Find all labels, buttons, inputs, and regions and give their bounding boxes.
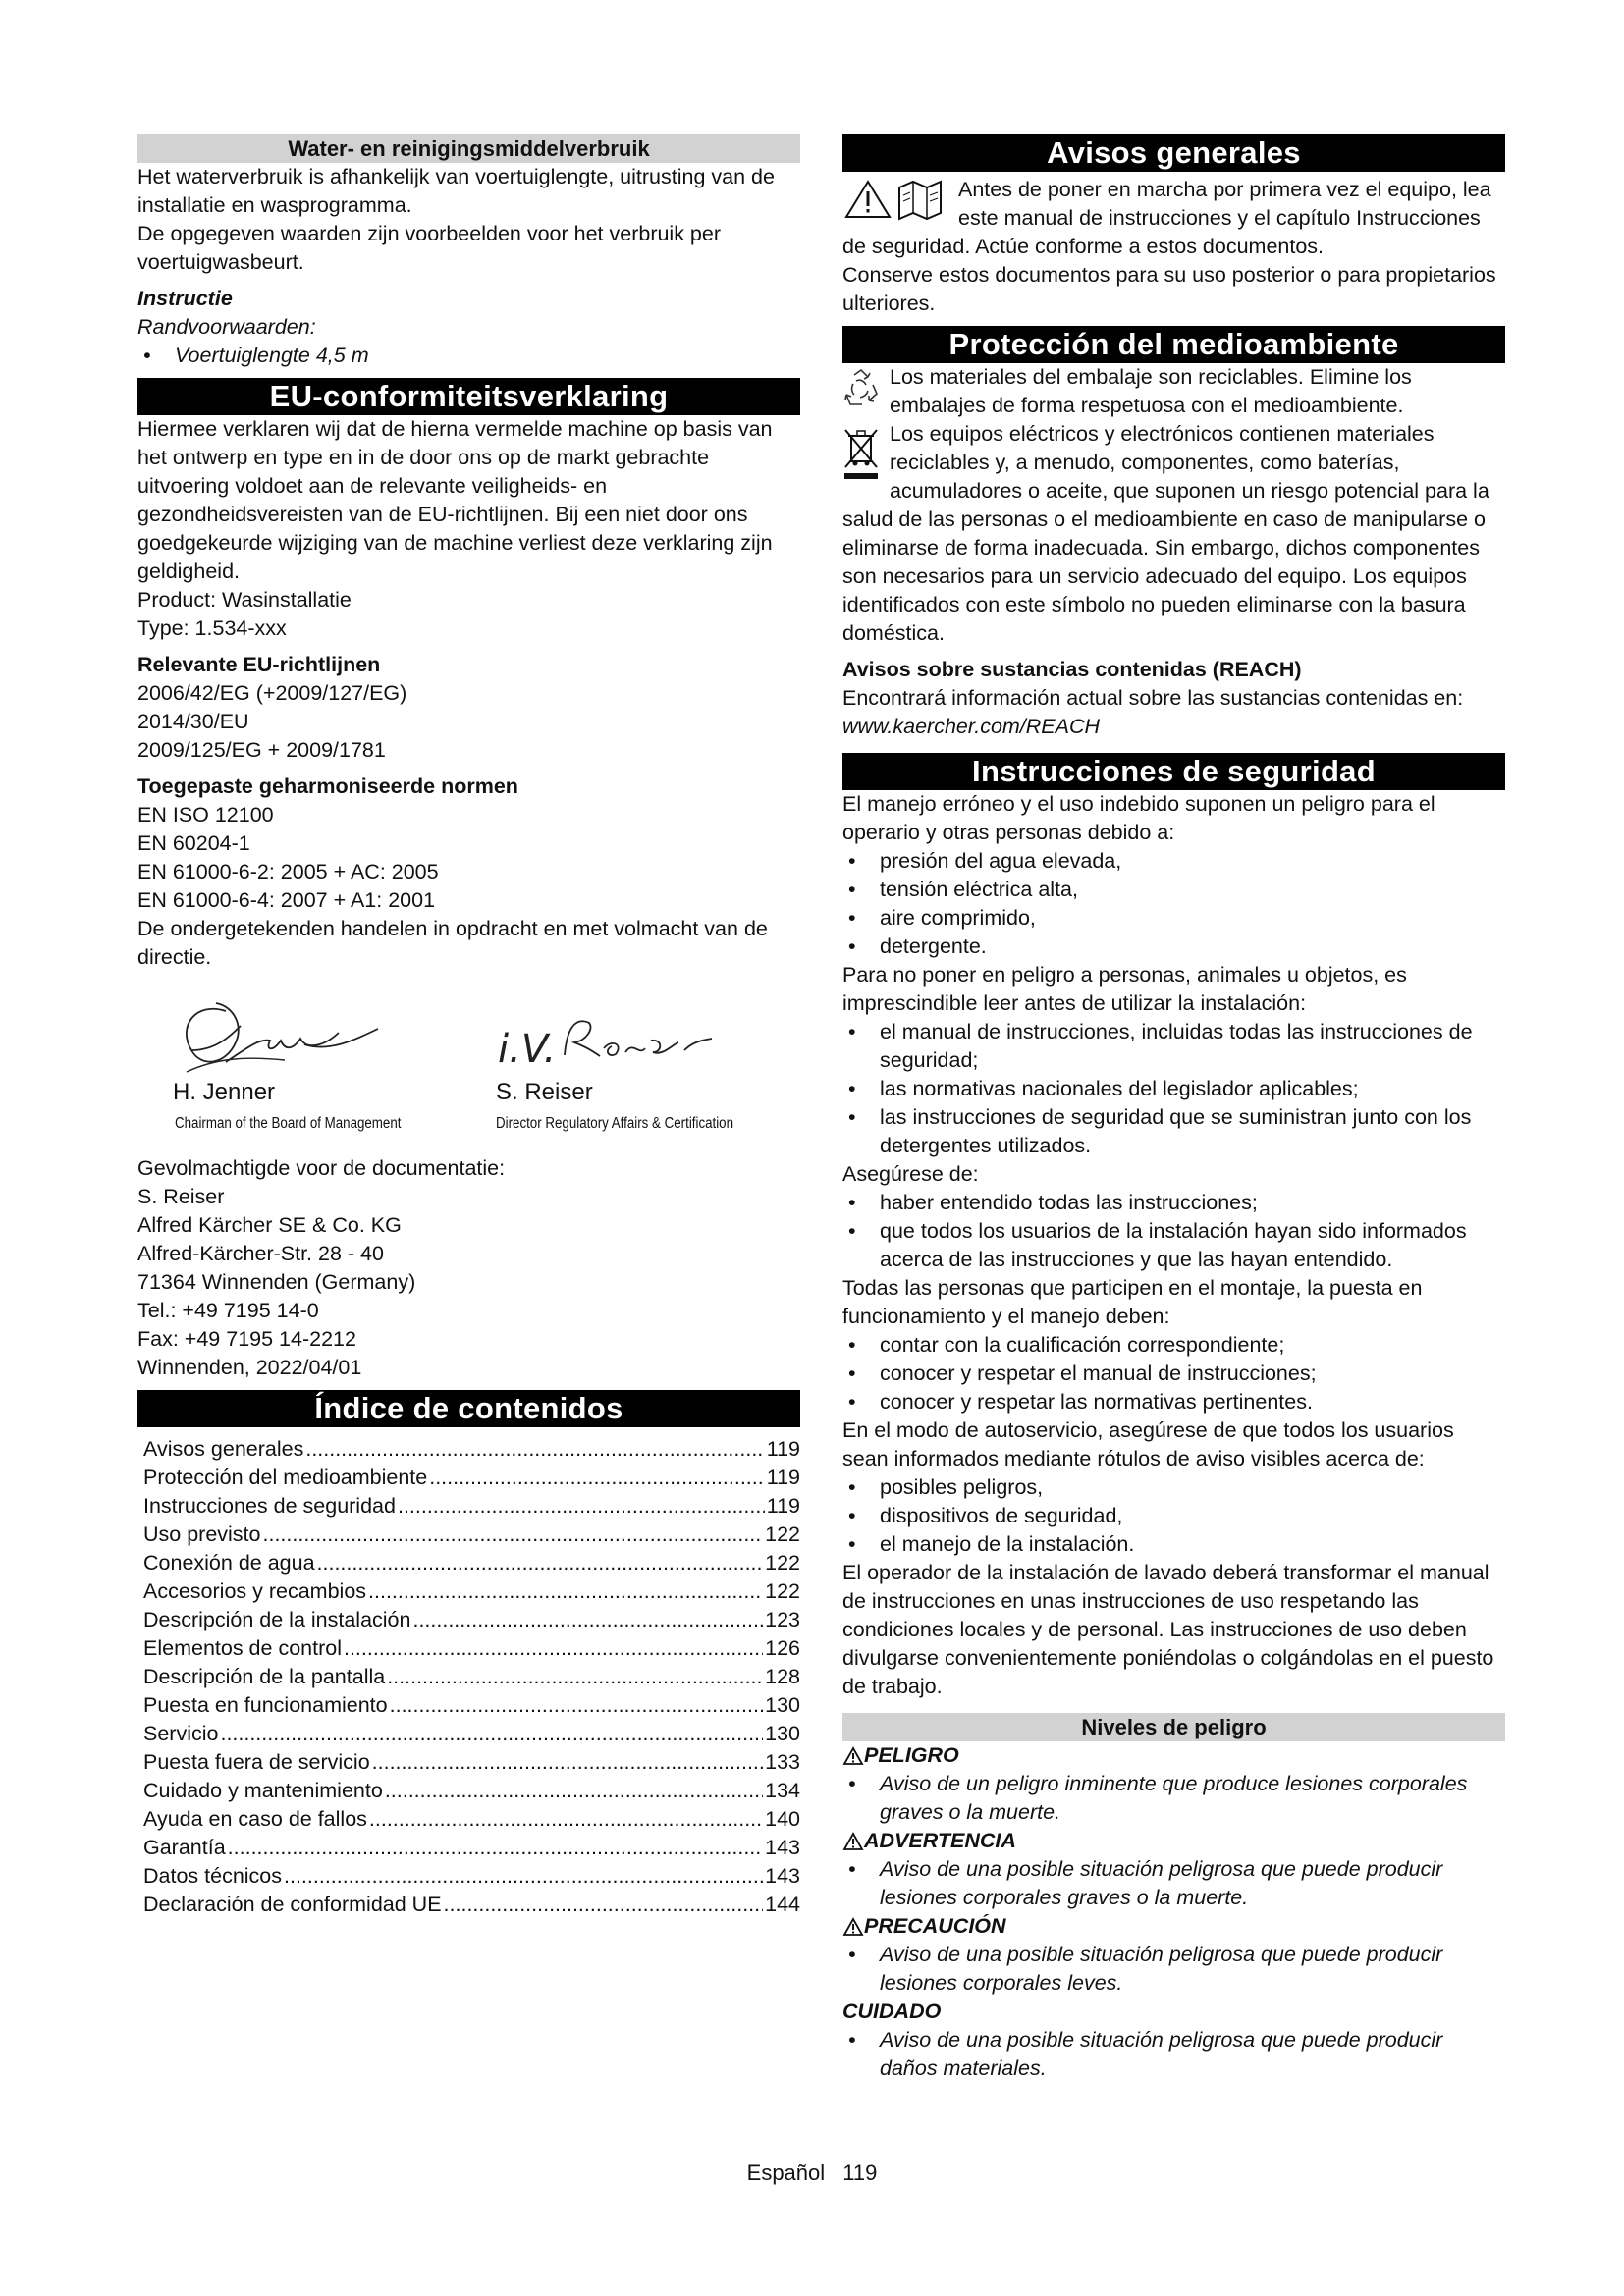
avisos-block	[842, 176, 1505, 318]
toc-entry-page: 119	[766, 1494, 800, 1518]
eu-directives-title: Relevante EU-richtlijnen	[137, 653, 381, 676]
eu-norms-title: Toegepaste geharmoniseerde normen	[137, 774, 518, 798]
signature-prefix-mark: i.V.	[498, 1027, 557, 1072]
toc-entry	[143, 1720, 800, 1748]
toc-leader-dots	[317, 1549, 764, 1577]
seguridad-list-1	[842, 847, 1505, 961]
advertencia-label: ADVERTENCIA	[864, 1829, 1016, 1852]
toc-leader-dots	[372, 1748, 763, 1777]
reach-description: Encontrará información actual sobre las sustancias contenidas en:	[842, 686, 1464, 710]
medioambiente-heading: Protección del medioambiente	[842, 326, 1505, 363]
advertencia-title	[842, 1827, 1505, 1855]
seguridad-paragraph-3: Asegúrese de:	[842, 1162, 979, 1186]
list-item: • Voertuiglengte 4,5 m	[137, 342, 800, 370]
list-item: • que todos los usuarios de la instalación hayan sido informados acerca de las instrucciones y que las hayan entendido.	[842, 1217, 1505, 1274]
table-of-contents	[143, 1435, 800, 1919]
list-item: • contar con la cualificación correspondiente;	[842, 1331, 1505, 1360]
toc-leader-dots	[220, 1720, 763, 1748]
toc-leader-dots	[344, 1634, 763, 1663]
precaucion-list	[842, 1941, 1505, 1998]
contact-line: Alfred-Kärcher-Str. 28 - 40	[137, 1242, 384, 1265]
footer-page-number: 119	[842, 2161, 878, 2185]
toc-leader-dots	[263, 1521, 764, 1549]
toc-entry-label: Conexión de agua	[143, 1551, 315, 1575]
toc-leader-dots	[398, 1492, 765, 1521]
water-paragraph-1: Het waterverbruik is afhankelijk van voertuiglengte, uitrusting van de installatie en wasprogramma.	[137, 165, 775, 217]
toc-entry-label: Cuidado y mantenimiento	[143, 1779, 383, 1802]
toc-leader-dots	[412, 1606, 763, 1634]
eu-conformity-heading: EU-conformiteitsverklaring	[137, 378, 800, 415]
eu-closing: De ondergetekenden handelen in opdracht en met volmacht van de directie.	[137, 917, 768, 969]
toc-entry	[143, 1606, 800, 1634]
avisos-paragraph-2: Conserve estos documentos para su uso posterior o para propietarios ulteriores.	[842, 263, 1496, 315]
left-column	[137, 134, 800, 1919]
list-item: • conocer y respetar el manual de instrucciones;	[842, 1360, 1505, 1388]
toc-entry	[143, 1862, 800, 1891]
toc-leader-dots	[228, 1834, 763, 1862]
list-item: • Aviso de una posible situación peligrosa que puede producir lesiones corporales graves o la muerte.	[842, 1855, 1505, 1912]
precaucion-title	[842, 1912, 1505, 1941]
list-item: • Aviso de un peligro inminente que produce lesiones corporales graves o la muerte.	[842, 1770, 1505, 1827]
warning-manual-icon	[842, 178, 948, 221]
toc-entry-label: Descripción de la instalación	[143, 1608, 411, 1631]
eu-norm: EN ISO 12100	[137, 803, 274, 827]
toc-entry-label: Instrucciones de seguridad	[143, 1494, 396, 1518]
seguridad-list-4	[842, 1331, 1505, 1416]
warning-triangle-icon	[842, 1917, 864, 1937]
seguridad-paragraph-5: En el modo de autoservicio, asegúrese de que todos los usuarios sean informados mediante rótulos de aviso visibles acerca de:	[842, 1418, 1454, 1470]
toc-entry-label: Ayuda en caso de fallos	[143, 1807, 367, 1831]
contact-line: 71364 Winnenden (Germany)	[137, 1270, 416, 1294]
toc-entry-page: 130	[765, 1722, 800, 1745]
toc-heading: Índice de contenidos	[137, 1390, 800, 1427]
toc-entry-label: Avisos generales	[143, 1437, 304, 1461]
right-column	[842, 134, 1505, 2083]
toc-entry-label: Datos técnicos	[143, 1864, 283, 1888]
signatory-1-title: Chairman of the Board of Management	[175, 1115, 402, 1132]
list-item: • tensión eléctrica alta,	[842, 876, 1505, 904]
toc-leader-dots	[284, 1862, 763, 1891]
eu-declaration-text: Hiermee verklaren wij dat de hierna vermelde machine op basis van het ontwerp en type en in de door ons op de markt gebrachte uitvoering voldoet aan de relevante veiligheids- en gezondheidsvereisten van de EU-richtlijnen. Bij een niet door ons goedgekeurde wijziging van de machine verliest deze verklaring zijn geldigheid.	[137, 417, 773, 583]
toc-entry-label: Garantía	[143, 1836, 226, 1859]
contact-line: S. Reiser	[137, 1185, 225, 1208]
footer-language: Español	[746, 2161, 826, 2185]
toc-entry	[143, 1805, 800, 1834]
toc-entry-label: Descripción de la pantalla	[143, 1665, 386, 1688]
toc-leader-dots	[429, 1464, 764, 1492]
toc-entry-label: Declaración de conformidad UE	[143, 1893, 442, 1916]
instruction-title: Instructie	[137, 287, 233, 310]
toc-entry	[143, 1777, 800, 1805]
list-item: • el manejo de la instalación.	[842, 1530, 1505, 1559]
toc-leader-dots	[305, 1435, 764, 1464]
water-heading: Water- en reinigingsmiddelverbruik	[137, 134, 800, 163]
toc-entry-page: 140	[765, 1807, 800, 1831]
eu-directive: 2006/42/EG (+2009/127/EG)	[137, 681, 407, 705]
medio-block-1	[842, 363, 1505, 420]
cuidado-title: CUIDADO	[842, 2000, 942, 2023]
seguridad-paragraph-6: El operador de la instalación de lavado deberá transformar el manual de instrucciones en unas instrucciones de uso respetando las condiciones locales y de personal. Las instrucciones de uso deben divulgarse convenientemente poniéndolas o colgándolas en el puesto de trabajo.	[842, 1561, 1494, 1698]
peligro-label: PELIGRO	[864, 1743, 959, 1767]
eu-type: Type: 1.534-xxx	[137, 616, 287, 640]
eu-norm: EN 61000-6-4: 2007 + A1: 2001	[137, 888, 436, 912]
list-item: • las normativas nacionales del legislador aplicables;	[842, 1075, 1505, 1103]
seguridad-paragraph-1: El manejo erróneo y el uso indebido suponen un peligro para el operario y otras personas debido a:	[842, 792, 1435, 844]
toc-leader-dots	[390, 1691, 764, 1720]
toc-entry-label: Puesta en funcionamiento	[143, 1693, 388, 1717]
contact-block	[137, 1154, 800, 1382]
crossed-bin-icon	[842, 424, 880, 481]
toc-leader-dots	[369, 1805, 763, 1834]
eu-directive: 2014/30/EU	[137, 710, 249, 733]
advertencia-list	[842, 1855, 1505, 1912]
toc-entry-page: 143	[765, 1864, 800, 1888]
list-item: • las instrucciones de seguridad que se suministran junto con los detergentes utilizados.	[842, 1103, 1505, 1160]
toc-entry	[143, 1834, 800, 1862]
toc-entry	[143, 1691, 800, 1720]
toc-entry-page: 133	[765, 1750, 800, 1774]
contact-line: Gevolmachtigde voor de documentatie:	[137, 1156, 506, 1180]
eu-product: Product: Wasinstallatie	[137, 588, 352, 612]
list-item: • Aviso de una posible situación peligrosa que puede producir daños materiales.	[842, 2026, 1505, 2083]
toc-entry	[143, 1663, 800, 1691]
toc-leader-dots	[444, 1891, 764, 1919]
toc-entry	[143, 1435, 800, 1464]
recycling-icon	[842, 367, 880, 412]
avisos-paragraph-1: Antes de poner en marcha por primera vez el equipo, lea este manual de instrucciones y el capítulo Instrucciones de seguridad. Actúe conforme a estos documentos.	[842, 178, 1491, 258]
toc-entry	[143, 1748, 800, 1777]
eu-norm: EN 61000-6-2: 2005 + AC: 2005	[137, 860, 439, 883]
toc-entry-page: 126	[765, 1636, 800, 1660]
toc-entry-label: Elementos de control	[143, 1636, 342, 1660]
precaucion-label: PRECAUCIÓN	[864, 1914, 1006, 1938]
toc-entry	[143, 1521, 800, 1549]
peligro-list	[842, 1770, 1505, 1827]
cuidado-list	[842, 2026, 1505, 2083]
medio-paragraph-2: Los equipos eléctricos y electrónicos contienen materiales reciclables y, a menudo, componentes, como baterías, acumuladores o aceite, que suponen un riesgo potencial para la salud de las personas o el medioambiente en caso de manipularse o eliminarse de forma inadecuada. Sin embargo, dichos componentes son necesarios para un servicio adecuado del equipo. Los equipos identificados con este símbolo no pueden eliminarse con la basura doméstica.	[842, 422, 1489, 645]
toc-entry-label: Uso previsto	[143, 1522, 261, 1546]
toc-entry-page: 144	[765, 1893, 800, 1916]
instruction-list	[137, 342, 800, 370]
signatory-2-name: S. Reiser	[496, 1079, 593, 1105]
water-paragraph-2: De opgegeven waarden zijn voorbeelden voor het verbruik per voertuigwasbeurt.	[137, 222, 722, 274]
toc-entry	[143, 1634, 800, 1663]
seguridad-paragraph-2: Para no poner en peligro a personas, animales u objetos, es imprescindible leer antes de utilizar la instalación:	[842, 963, 1407, 1015]
warning-triangle-icon	[842, 1746, 864, 1766]
contact-line: Winnenden, 2022/04/01	[137, 1356, 362, 1379]
contact-line: Tel.: +49 7195 14-0	[137, 1299, 319, 1322]
seguridad-heading: Instrucciones de seguridad	[842, 753, 1505, 790]
toc-entry-page: 119	[766, 1437, 800, 1461]
toc-entry-page: 122	[765, 1551, 800, 1575]
page-footer	[0, 2161, 1624, 2186]
reach-url: www.kaercher.com/REACH	[842, 715, 1101, 738]
toc-entry-page: 119	[766, 1466, 800, 1489]
medio-paragraph-1: Los materiales del embalaje son reciclables. Elimine los embalajes de forma respetuosa con el medioambiente.	[890, 365, 1412, 417]
list-item: • detergente.	[842, 933, 1505, 961]
toc-entry-page: 143	[765, 1836, 800, 1859]
signature-jenner	[157, 982, 383, 1085]
toc-entry-page: 130	[765, 1693, 800, 1717]
eu-directive: 2009/125/EG + 2009/1781	[137, 738, 386, 762]
toc-entry	[143, 1549, 800, 1577]
toc-entry	[143, 1464, 800, 1492]
niveles-heading: Niveles de peligro	[842, 1713, 1505, 1741]
toc-entry-page: 128	[765, 1665, 800, 1688]
toc-leader-dots	[387, 1663, 763, 1691]
eu-norm: EN 60204-1	[137, 831, 250, 855]
reach-title: Avisos sobre sustancias contenidas (REACH)	[842, 658, 1302, 681]
toc-entry-label: Puesta fuera de servicio	[143, 1750, 370, 1774]
toc-entry	[143, 1492, 800, 1521]
toc-entry-page: 134	[765, 1779, 800, 1802]
contact-line: Fax: +49 7195 14-2212	[137, 1327, 356, 1351]
signature-block	[137, 982, 800, 1147]
seguridad-list-5	[842, 1473, 1505, 1559]
toc-entry-label: Protección del medioambiente	[143, 1466, 428, 1489]
list-item: • presión del agua elevada,	[842, 847, 1505, 876]
toc-entry	[143, 1891, 800, 1919]
instruction-subtitle: Randvoorwaarden:	[137, 315, 316, 339]
seguridad-paragraph-4: Todas las personas que participen en el montaje, la puesta en funcionamiento y el manejo deben:	[842, 1276, 1423, 1328]
contact-line: Alfred Kärcher SE & Co. KG	[137, 1213, 402, 1237]
list-item: • Aviso de una posible situación peligrosa que puede producir lesiones corporales leves.	[842, 1941, 1505, 1998]
toc-entry	[143, 1577, 800, 1606]
toc-entry-page: 122	[765, 1579, 800, 1603]
toc-entry-label: Servicio	[143, 1722, 219, 1745]
list-item: • aire comprimido,	[842, 904, 1505, 933]
toc-entry-label: Accesorios y recambios	[143, 1579, 367, 1603]
medio-block-2	[842, 420, 1505, 648]
reach-text	[842, 684, 1505, 741]
list-item: • posibles peligros,	[842, 1473, 1505, 1502]
signatory-2-title: Director Regulatory Affairs & Certification	[496, 1115, 734, 1132]
signature-reiser	[496, 1001, 722, 1080]
toc-entry-page: 122	[765, 1522, 800, 1546]
list-item: • haber entendido todas las instrucciones;	[842, 1189, 1505, 1217]
list-item: • conocer y respetar las normativas pertinentes.	[842, 1388, 1505, 1416]
list-item: • el manual de instrucciones, incluidas todas las instrucciones de seguridad;	[842, 1018, 1505, 1075]
toc-entry-page: 123	[765, 1608, 800, 1631]
signatory-1-name: H. Jenner	[173, 1079, 276, 1105]
avisos-heading: Avisos generales	[842, 134, 1505, 172]
peligro-title	[842, 1741, 1505, 1770]
seguridad-list-3	[842, 1189, 1505, 1274]
seguridad-list-2	[842, 1018, 1505, 1160]
toc-leader-dots	[385, 1777, 763, 1805]
list-item: • dispositivos de seguridad,	[842, 1502, 1505, 1530]
toc-leader-dots	[368, 1577, 763, 1606]
warning-triangle-icon	[842, 1832, 864, 1851]
